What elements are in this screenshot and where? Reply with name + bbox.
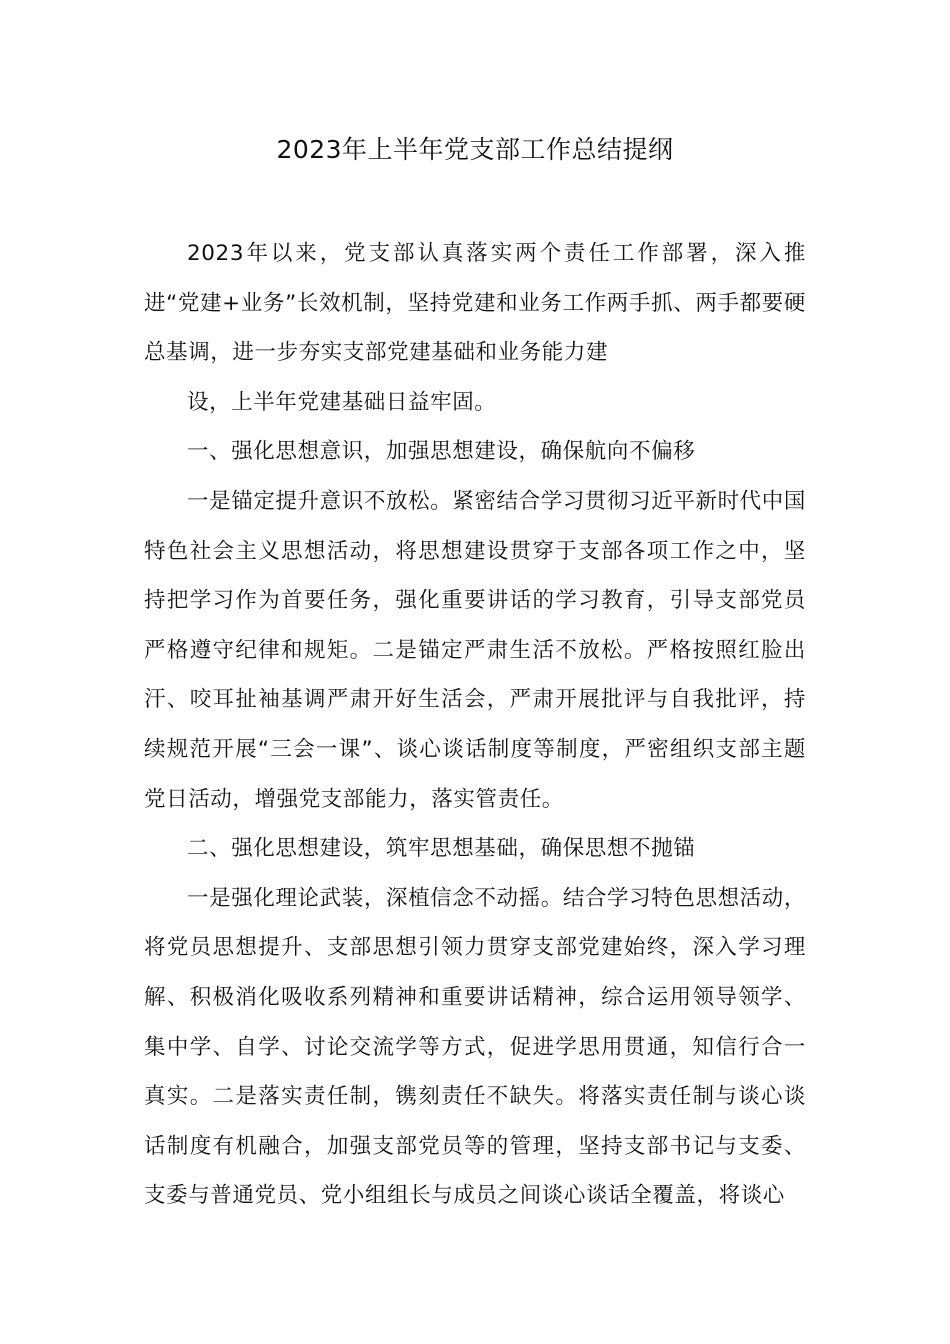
section-heading-2: 二、强化思想建设，筑牢思想基础，确保思想不抛锚 — [187, 836, 696, 862]
document-body — [144, 229, 806, 1221]
paragraph-section-1: 一是锚定提升意识不放松。紧密结合学习贯彻习近平新时代中国特色社会主义思想活动，将思想建设贯穿于支部各项工作之中，坚持把学习作为首要任务，强化重要讲话的学习教育，引导支部党员严格遵守纪律和规矩。二是锚定严肃生活不放松。严格按照红脸出汗、咬耳扯袖基调严肃开好生活会，严肃开展批评与自我批评，持续规范开展“三会一课”、谈心谈话制度等制度，严密组织支部主题党日活动，增强党支部能力，落实管责任。 — [144, 488, 806, 812]
paragraph-intro-continued: 设，上半年党建基础日益牢固。 — [187, 389, 497, 415]
document-title: 2023年上半年党支部工作总结提纲 — [276, 135, 674, 164]
section-heading-1: 一、强化思想意识，加强思想建设，确保航向不偏移 — [187, 439, 696, 465]
paragraph-intro: 2023年以来，党支部认真落实两个责任工作部署，深入推进“党建+业务”长效机制，坚持党建和业务工作两手抓、两手都要硬总基调，进一步夯实支部党建基础和业务能力建 — [144, 241, 806, 366]
paragraph-section-2: 一是强化理论武装，深植信念不动摇。结合学习特色思想活动，将党员思想提升、支部思想引领力贯穿支部党建始终，深入学习理解、积极消化吸收系列精神和重要讲话精神，综合运用领导领学、集中学、自学、讨论交流学等方式，促进学思用贯通，知信行合一真实。二是落实责任制，镌刻责任不缺失。将落实责任制与谈心谈话制度有机融合，加强支部党员等的管理，坚持支部书记与支委、支委与普通党员、党小组组长与成员之间谈心谈话全覆盖，将谈心 — [144, 885, 806, 1209]
